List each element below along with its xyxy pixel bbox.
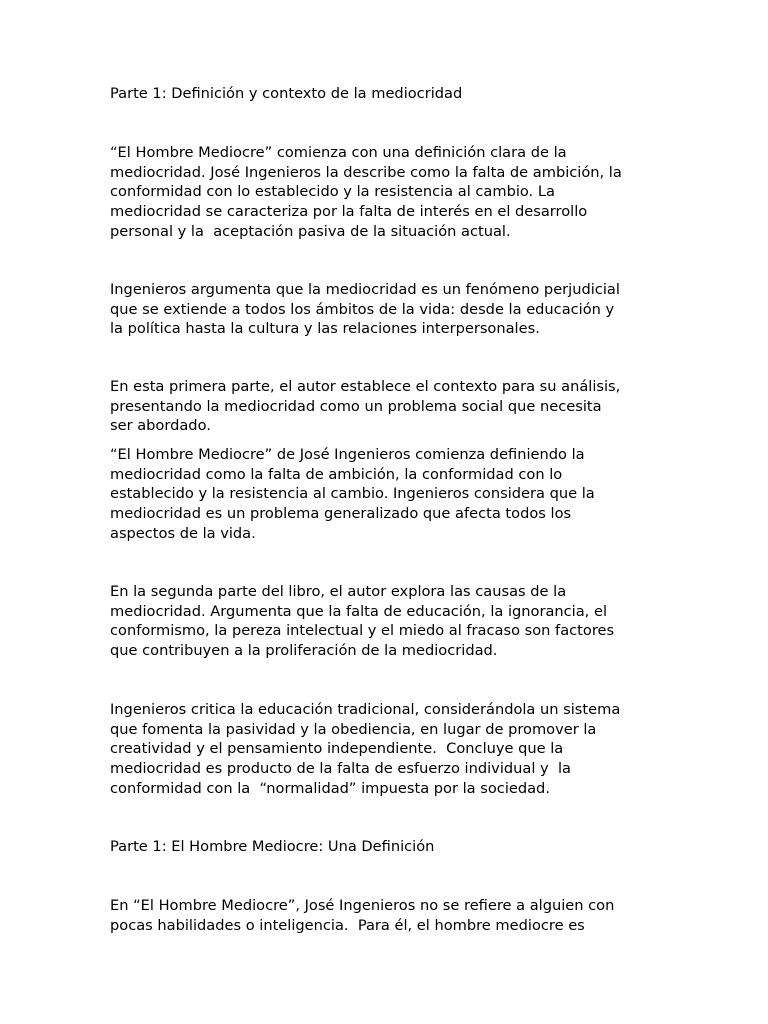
paragraph: En la segunda parte del libro, el autor explora las causas de la mediocridad. Argumenta que la falta de educación, la ignorancia, el conformismo, la pereza intelectual y el miedo al fracaso son factores que contribuyen a la proliferación de la mediocridad. xyxy=(110,583,615,660)
paragraph: En “El Hombre Mediocre”, José Ingenieros no se refiere a alguien con pocas habilidades o inteligencia. Para él, el hombre mediocre es xyxy=(110,897,615,934)
section-heading: Parte 1: El Hombre Mediocre: Una Definición xyxy=(110,838,435,855)
paragraph: Ingenieros argumenta que la mediocridad es un fenómeno perjudicial que se extiende a todos los ámbitos de la vida: desde la educación y la política hasta la cultura y las relaciones interpersonales. xyxy=(110,281,620,338)
section-heading: Parte 1: Definición y contexto de la mediocridad xyxy=(110,85,463,102)
paragraph: Ingenieros critica la educación tradicional, considerándola un sistema que fomenta la pasividad y la obediencia, en lugar de promover la creatividad y el pensamiento independiente. Concluye que la mediocridad es producto de la falta de esfuerzo individual y la conformidad con la “normalidad” impuesta por la sociedad. xyxy=(110,701,621,797)
paragraph: En esta primera parte, el autor establece el contexto para su análisis, presentando la mediocridad como un problema social que necesita ser abordado. xyxy=(110,378,621,435)
paragraph: “El Hombre Mediocre” comienza con una definición clara de la mediocridad. José Ingenieros la describe como la falta de ambición, la conformidad con lo establecido y la resistencia al cambio. La mediocridad se caracteriza por la falta de interés en el desarrollo personal y la aceptación pasiva de la situación actual. xyxy=(110,144,622,240)
paragraph: “El Hombre Mediocre” de José Ingenieros comienza definiendo la mediocridad como la falta de ambición, la conformidad con lo establecido y la resistencia al cambio. Ingenieros considera que la mediocridad es un problema generalizado que afecta todos los aspectos de la vida. xyxy=(110,446,595,542)
